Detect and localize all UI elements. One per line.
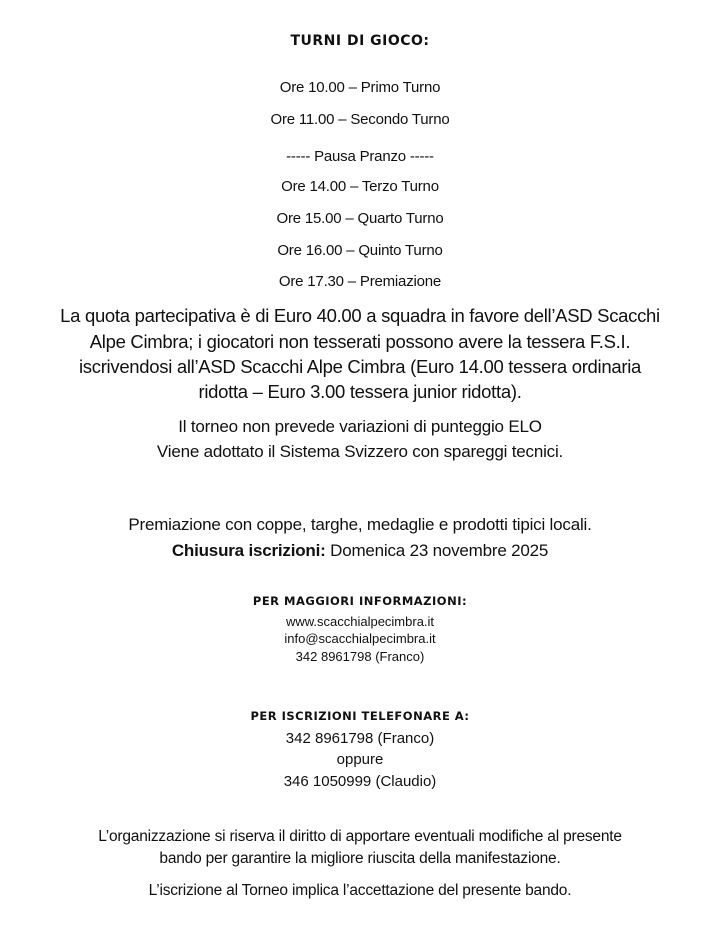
- info-website[interactable]: www.scacchialpecimbra.it: [285, 614, 435, 629]
- fee-line: ridotta – Euro 3.00 tessera junior ridotta).: [198, 381, 522, 402]
- registration-phone-1: 342 8961798 (Franco): [285, 730, 435, 747]
- closing-value: Domenica 23 novembre 2025: [325, 541, 549, 560]
- schedule-title: TURNI DI GIOCO:: [290, 33, 430, 49]
- prizes-text: Premiazione con coppe, targhe, medaglie e prodotti tipici locali.: [128, 515, 592, 534]
- schedule-break: ----- Pausa Pranzo -----: [286, 148, 434, 165]
- schedule-item: Ore 17.30 – Premiazione: [278, 273, 442, 290]
- info-email[interactable]: info@scacchialpecimbra.it: [284, 631, 436, 646]
- fee-line: La quota partecipativa è di Euro 40.00 a squadra in favore dell’ASD Scacchi: [60, 305, 660, 326]
- fee-line: iscrivendosi all’ASD Scacchi Alpe Cimbra (Euro 14.00 tessera ordinaria: [78, 356, 641, 377]
- rules-line: Viene adottato il Sistema Svizzero con spareggi tecnici.: [156, 442, 564, 461]
- schedule-item: Ore 16.00 – Quinto Turno: [277, 242, 443, 259]
- footer-line: bando per garantire la migliore riuscita della manifestazione.: [159, 850, 561, 867]
- fee-line: Alpe Cimbra; i giocatori non tesserati possono avere la tessera F.S.I.: [89, 331, 631, 352]
- registration-title: PER ISCRIZIONI TELEFONARE A:: [250, 709, 470, 723]
- footer-acceptance: L’iscrizione al Torneo implica l’accettazione del presente bando.: [148, 882, 572, 899]
- closing-date: [0, 541, 720, 561]
- info-title: PER MAGGIORI INFORMAZIONI:: [252, 594, 468, 608]
- footer-line: L’organizzazione si riserva il diritto di apportare eventuali modifiche al presente: [98, 828, 622, 845]
- schedule-item: Ore 10.00 – Primo Turno: [279, 79, 441, 96]
- schedule-item: Ore 11.00 – Secondo Turno: [270, 111, 450, 128]
- closing-label: Chiusura iscrizioni:: [171, 541, 326, 560]
- schedule-item: Ore 15.00 – Quarto Turno: [276, 210, 444, 227]
- schedule-item: Ore 14.00 – Terzo Turno: [281, 178, 439, 195]
- registration-phone-2: 346 1050999 (Claudio): [283, 773, 437, 790]
- registration-or: oppure: [336, 751, 384, 768]
- rules-line: Il torneo non prevede variazioni di punteggio ELO: [178, 417, 542, 436]
- info-phone: 342 8961798 (Franco): [295, 649, 425, 664]
